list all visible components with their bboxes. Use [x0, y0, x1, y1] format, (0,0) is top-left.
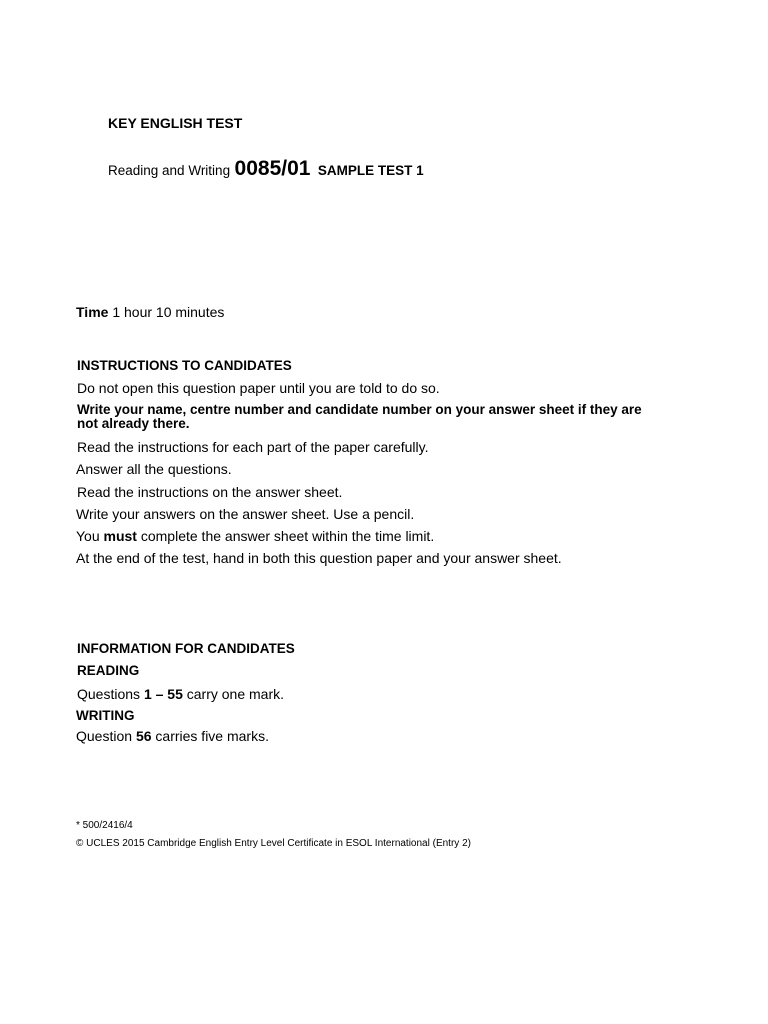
text: Question — [76, 728, 133, 744]
test-title: KEY ENGLISH TEST — [108, 115, 243, 131]
information-heading: INFORMATION FOR CANDIDATES — [77, 641, 295, 656]
emphasis: 56 — [135, 728, 152, 744]
text: carries five marks. — [155, 728, 269, 744]
text: You — [76, 528, 100, 544]
text: complete the answer sheet within the time limit. — [140, 528, 435, 544]
instruction-item: Read the instructions for each part of the paper carefully. — [77, 439, 429, 455]
text: carry one mark. — [186, 686, 285, 702]
instruction-item: Write your name, centre number and candidate number on your answer sheet if they are — [77, 402, 642, 417]
emphasis: must — [103, 528, 137, 544]
reading-heading: READING — [77, 663, 140, 678]
text: Questions — [77, 686, 141, 702]
reading-info — [77, 686, 284, 702]
paper-code: 0085/01 — [234, 157, 311, 180]
footer-code: * 500/2416/4 — [76, 820, 133, 831]
instruction-item: Do not open this question paper until you are told to do so. — [77, 380, 440, 396]
paper-suffix: SAMPLE TEST 1 — [317, 163, 424, 178]
footer-copyright: © UCLES 2015 Cambridge English Entry Level Certificate in ESOL International (Entry 2) — [76, 838, 471, 849]
paper-line — [108, 157, 424, 181]
paper-prefix: Reading and Writing — [108, 163, 231, 178]
time-value: 1 hour 10 minutes — [112, 304, 225, 320]
instruction-item: not already there. — [77, 416, 190, 431]
instruction-item: Write your answers on the answer sheet. Use a pencil. — [76, 506, 415, 522]
instructions-heading: INSTRUCTIONS TO CANDIDATES — [77, 358, 292, 373]
writing-heading: WRITING — [76, 708, 135, 723]
emphasis: 1 – 55 — [143, 686, 183, 702]
instruction-item: Answer all the questions. — [76, 461, 232, 477]
instruction-item: At the end of the test, hand in both this question paper and your answer sheet. — [76, 550, 562, 566]
time-label: Time — [76, 304, 109, 320]
writing-info — [76, 728, 269, 744]
instruction-item: Read the instructions on the answer sheet. — [77, 484, 343, 500]
time-line — [76, 304, 224, 320]
instruction-item — [76, 528, 434, 544]
